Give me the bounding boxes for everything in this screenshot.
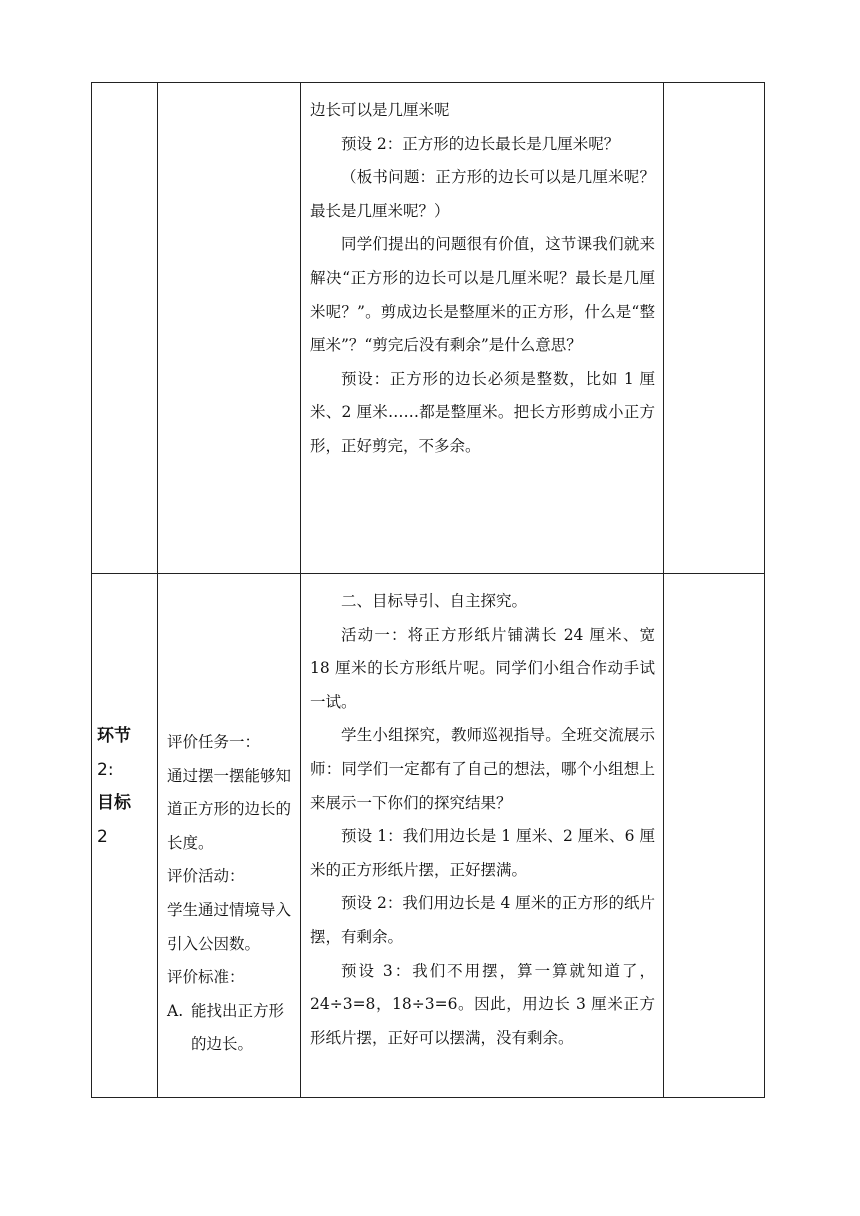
- paragraph: 预设 2：正方形的边长最长是几厘米呢？: [341, 134, 620, 153]
- notes-cell: [664, 83, 765, 574]
- paragraph: 预设 2：我们用边长是 4 厘米的正方形的纸片摆，有剩余。: [310, 894, 655, 946]
- paragraph: 预设：正方形的边长必须是整数，比如 1 厘米、2 厘米……都是整厘米。把长方形剪成小正方形，正好剪完，不多余。: [310, 369, 655, 455]
- table-row: [92, 83, 765, 574]
- evaluation-option: [167, 995, 296, 1062]
- stage-line: 环节: [97, 726, 131, 746]
- evaluation-standard-label: 评价标准：: [167, 968, 245, 987]
- paragraph: 预设 3：我们不用摆，算一算就知道了，24÷3=8，18÷3=6。因此，用边长 3 厘米正方形纸片摆，正好可以摆满，没有剩余。: [310, 961, 655, 1047]
- evaluation-task-label: 评价任务一：: [167, 733, 261, 751]
- notes-cell: [664, 574, 765, 1098]
- option-text: 能找出正方形的边长。: [191, 1001, 285, 1054]
- paragraph: 预设 1：我们用边长是 1 厘米、2 厘米、6 厘米的正方形纸片摆，正好摆满。: [310, 827, 655, 879]
- paragraph: 学生小组探究，教师巡视指导。全班交流展示师：同学们一定都有了自己的想法，哪个小组想上来展示一下你们的探究结果？: [310, 726, 655, 812]
- lesson-plan-table: [91, 82, 765, 1098]
- stage-line: 目标: [97, 793, 131, 814]
- stage-cell: [92, 83, 158, 574]
- table-row: [92, 574, 765, 1098]
- evaluation-activity-text: 学生通过情境导入引入公因数。: [167, 900, 292, 953]
- evaluation-cell: [158, 83, 301, 574]
- paragraph: 同学们提出的问题很有价值，这节课我们就来解决“正方形的边长可以是几厘米呢？最长是几厘米呢？”。剪成边长是整厘米的正方形，什么是“整厘米”？“剪完后没有剩余”是什么意思？: [310, 235, 655, 355]
- process-content: [301, 83, 663, 464]
- evaluation-content: [158, 574, 300, 1062]
- paragraph: 活动一：将正方形纸片铺满长 24 厘米、宽 18 厘米的长方形纸片呢。同学们小组合作动手试一试。: [310, 625, 655, 711]
- stage-cell: [92, 574, 158, 1098]
- process-cell: [301, 83, 664, 574]
- evaluation-task-text: 通过摆一摆能够知道正方形的边长的长度。: [167, 766, 292, 852]
- process-content: [301, 574, 663, 1055]
- stage-line: 2:: [97, 759, 114, 780]
- paragraph: （板书问题：正方形的边长可以是几厘米呢？最长是几厘米呢？）: [310, 168, 655, 220]
- paragraph: 二、目标导引、自主探究。: [341, 592, 528, 610]
- stage-label: [92, 574, 157, 854]
- option-mark: A.: [167, 1001, 184, 1020]
- stage-line: 2: [97, 826, 108, 847]
- paragraph: 边长可以是几厘米呢: [310, 101, 450, 119]
- evaluation-cell: [158, 574, 301, 1098]
- evaluation-activity-label: 评价活动：: [167, 867, 245, 886]
- process-cell: [301, 574, 664, 1098]
